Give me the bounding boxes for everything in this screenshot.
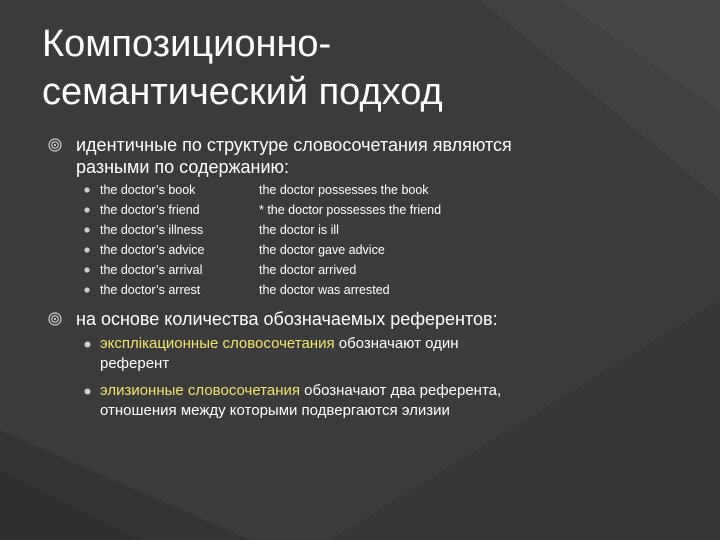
bullet-dot-icon bbox=[84, 227, 90, 233]
example-paraphrase: the doctor possesses the book bbox=[259, 183, 429, 197]
example-paraphrase: * the doctor possesses the friend bbox=[259, 203, 442, 217]
bullet-point-1-line-1: идентичные по структуре словосочетания являются bbox=[76, 135, 512, 155]
sub-bullet-explication-text bbox=[100, 334, 600, 374]
elision-definition-line-2: отношения между которыми подвергаются элизии bbox=[100, 402, 450, 419]
bullet-point-1-text bbox=[76, 134, 666, 178]
target-bullet-icon bbox=[48, 312, 62, 326]
example-phrase: the doctor’s book bbox=[100, 183, 196, 197]
example-row bbox=[84, 220, 504, 240]
elision-definition: обозначают два референта, bbox=[300, 382, 502, 399]
target-bullet-icon bbox=[48, 138, 62, 152]
title-line-1: Композиционно- bbox=[42, 23, 332, 65]
explication-definition-line-2: референт bbox=[100, 355, 170, 372]
bullet-point-1-line-2: разными по содержанию: bbox=[76, 157, 290, 177]
example-paraphrase: the doctor is ill bbox=[259, 223, 339, 237]
example-row bbox=[84, 260, 504, 280]
example-phrase: the doctor’s friend bbox=[100, 203, 200, 217]
examples-list bbox=[84, 180, 504, 300]
example-phrase: the doctor’s arrival bbox=[100, 263, 203, 277]
bullet-point-1 bbox=[48, 134, 648, 178]
elision-term: элизионные словосочетания bbox=[100, 382, 300, 399]
sub-bullet-elision-text bbox=[100, 381, 600, 421]
bullet-point-2-text: на основе количества обозначаемых референтов: bbox=[76, 309, 498, 329]
bullet-dot-icon bbox=[84, 207, 90, 213]
bullet-dot-icon bbox=[84, 187, 90, 193]
example-row bbox=[84, 200, 504, 220]
explication-definition: обозначают один bbox=[334, 335, 459, 352]
bullet-dot-icon bbox=[84, 341, 91, 348]
bullet-point-2 bbox=[48, 308, 648, 330]
example-phrase: the doctor’s advice bbox=[100, 243, 205, 257]
bullet-dot-icon bbox=[84, 267, 90, 273]
sub-bullet-elision bbox=[84, 381, 604, 421]
bullet-dot-icon bbox=[84, 287, 90, 293]
example-paraphrase: the doctor was arrested bbox=[259, 283, 390, 297]
example-row bbox=[84, 180, 504, 200]
bullet-dot-icon bbox=[84, 388, 91, 395]
title-line-2: семантический подход bbox=[42, 71, 443, 113]
bullet-dot-icon bbox=[84, 247, 90, 253]
example-row bbox=[84, 280, 504, 300]
slide-title bbox=[42, 20, 682, 116]
example-phrase: the doctor’s arrest bbox=[100, 283, 201, 297]
example-paraphrase: the doctor gave advice bbox=[259, 243, 385, 257]
explication-term: эксплікационные словосочетания bbox=[100, 335, 335, 352]
example-paraphrase: the doctor arrived bbox=[259, 263, 357, 277]
sub-bullet-explication bbox=[84, 334, 604, 374]
example-phrase: the doctor’s illness bbox=[100, 223, 204, 237]
example-row bbox=[84, 240, 504, 260]
